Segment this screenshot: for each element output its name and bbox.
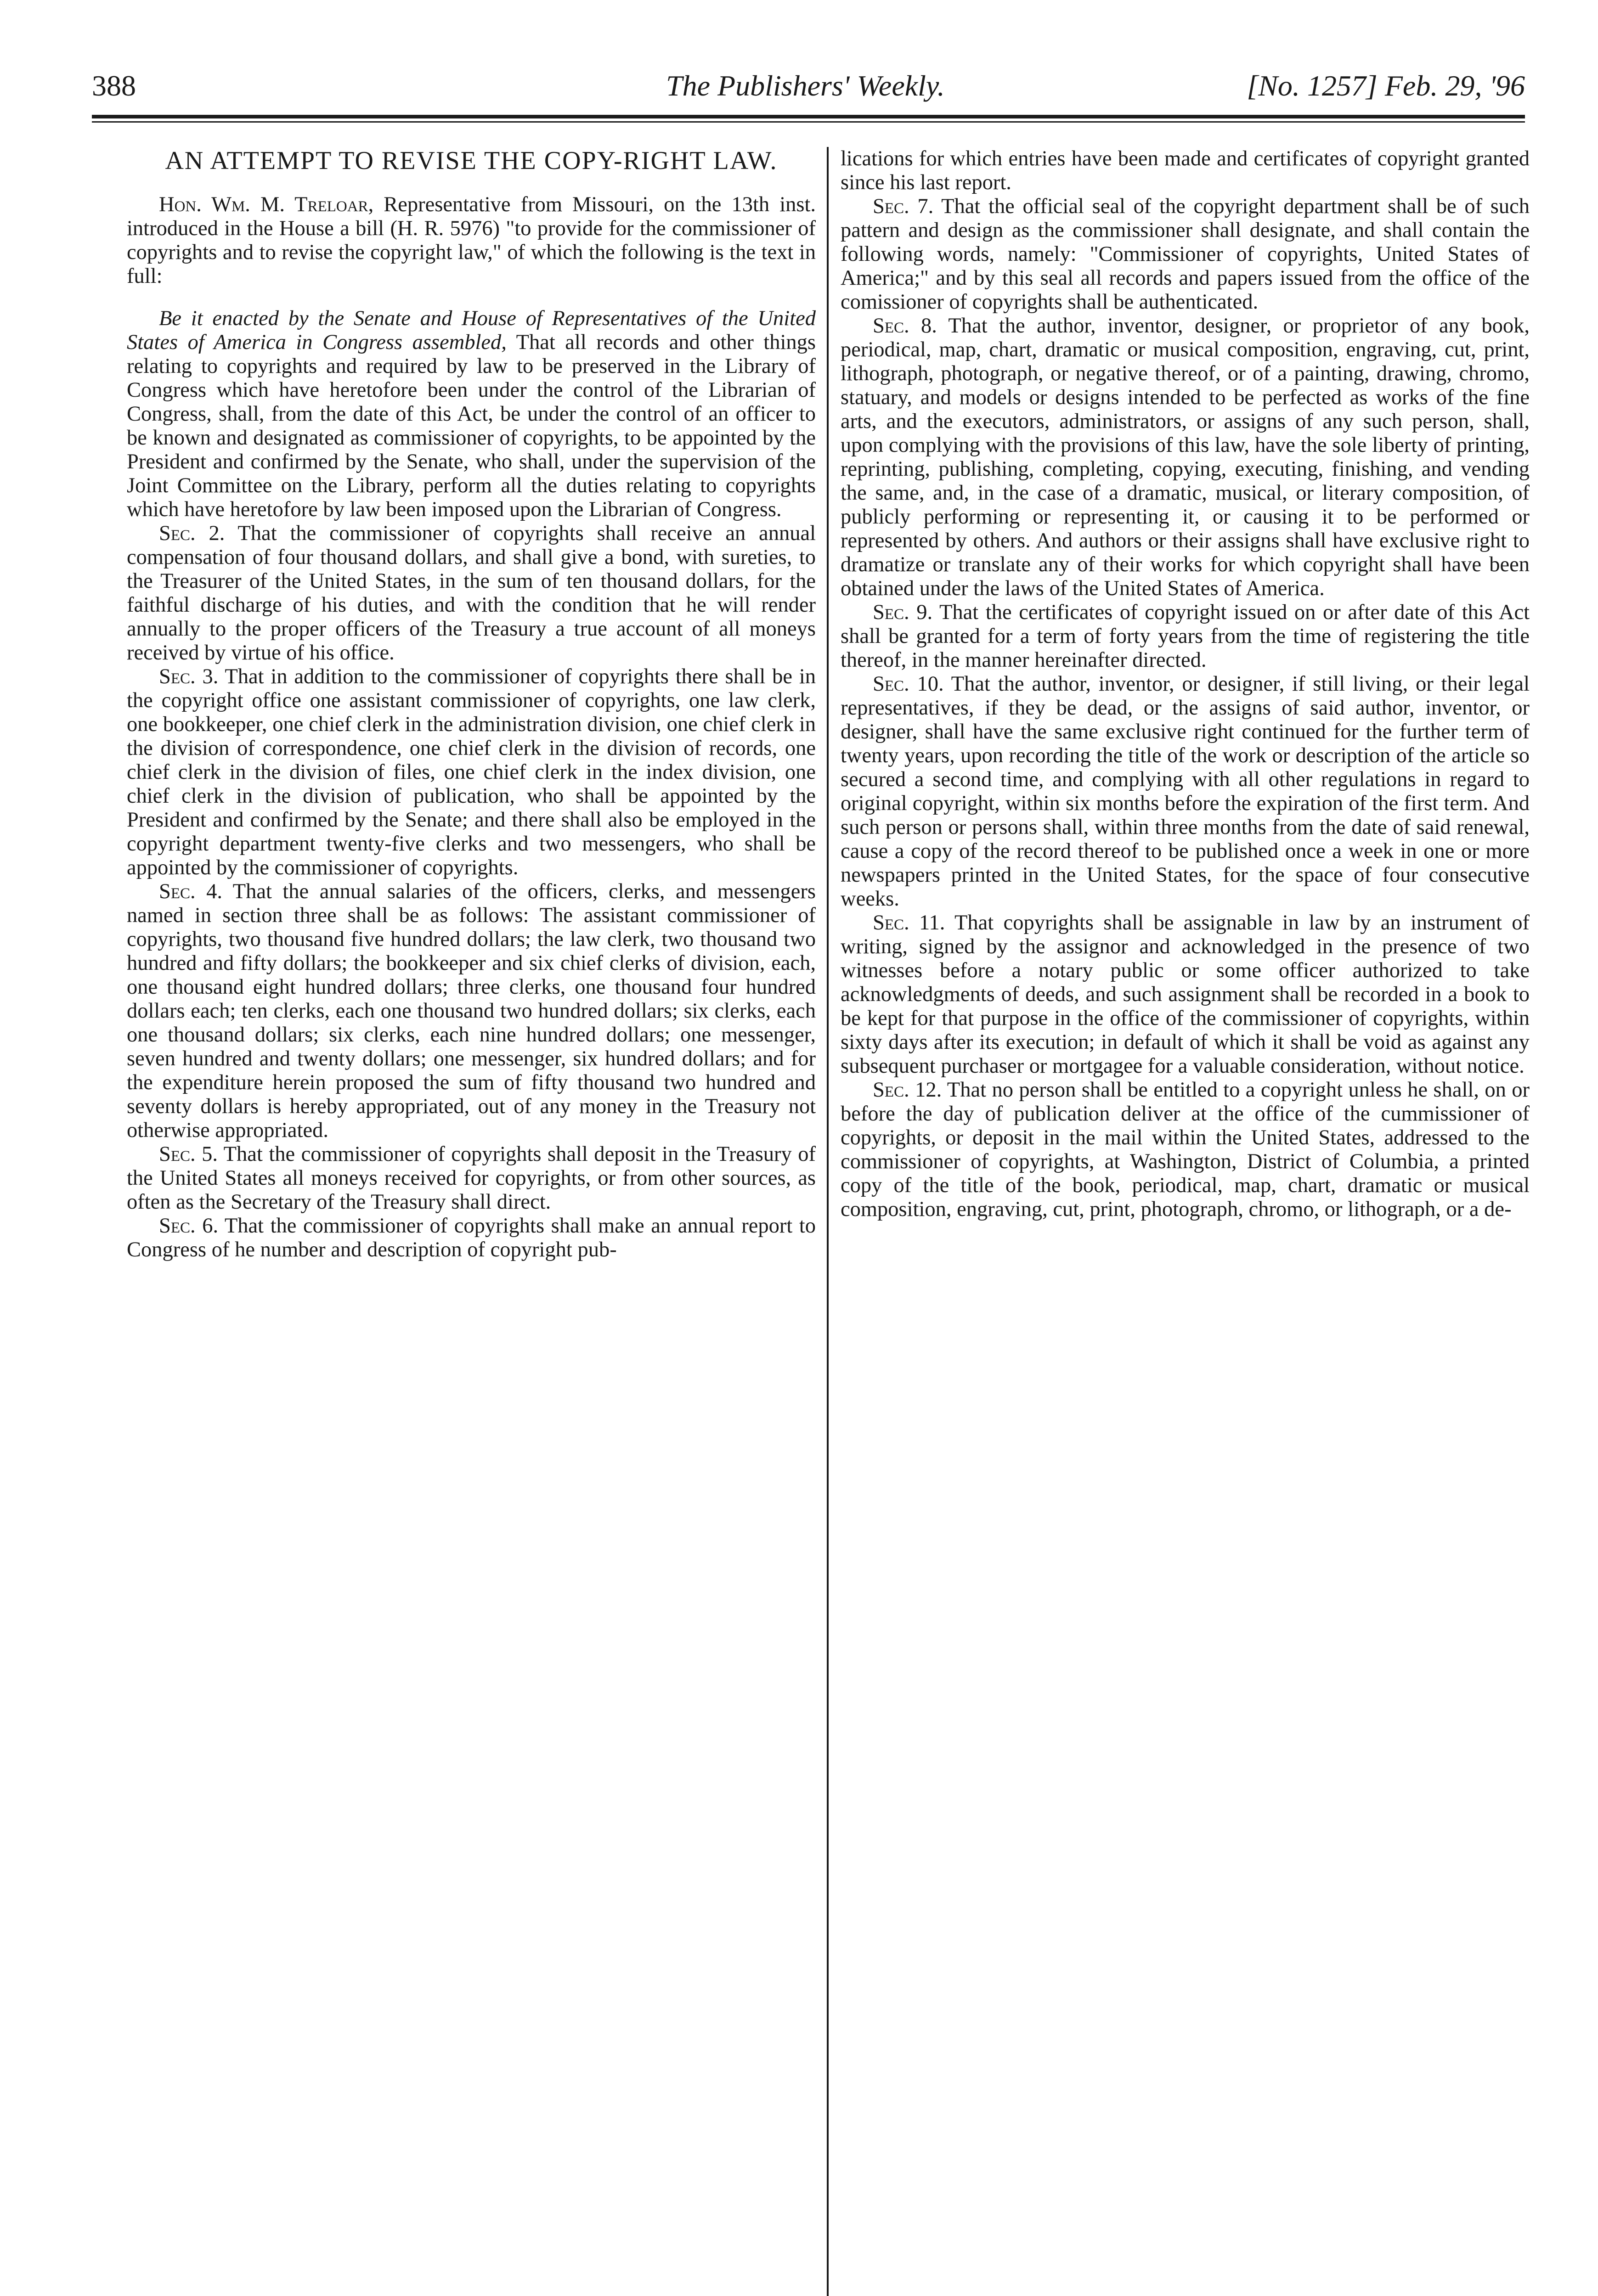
section-9-text: That the certificates of copyright issued on or after date of this Act shall be granted for a term of forty years from the time of registering the title thereof, in the manner hereinafter directed. [841, 601, 1530, 672]
section-3-text: That in addition to the commissioner of copyrights there shall be in the copyright office one assistant commissioner of copyrights, one law clerk, one bookkeeper, one chief clerk in the administration division, one chief clerk in the division of correspondence, one chief clerk in the division of records, one chief clerk in the division of files, one chief clerk in the index division, one chief clerk in the division of publication, who shall be appointed by the President and confirmed by the Senate; and there shall also be employed in the copyright department twenty-five clerks and two messengers, who shall be appointed by the commissioner of copyrights. [127, 665, 816, 879]
intro-paragraph [127, 193, 816, 288]
section-8-label: Sec. 8. [873, 314, 937, 338]
left-column [127, 147, 816, 1262]
section-5-label: Sec. 5. [159, 1142, 218, 1166]
intro-text: Representative from Missouri, on the 13th inst. introduced in the House a bill (H. R. 5976) "to provide for the commissioner of copyrights and to revise the copyright law," of which the following is the text in full: [127, 193, 816, 288]
section-12-text: That no person shall be entitled to a copyright unless he shall, on or before the day of publication deliver at the office of the cummissioner of copyrights, or deposit in the mail within the United States, addressed to the commissioner of copyrights, at Washington, District of Columbia, a printed copy of the title of the book, periodical, map, chart, dramatic or musical composition, engraving, cut, print, photograph, chromo, or lithograph, or a de- [841, 1078, 1530, 1221]
section-2 [127, 522, 816, 665]
section-4 [127, 880, 816, 1142]
section-7-text: That the official seal of the copyright department shall be of such pattern and design as the commissioner shall designate, and shall contain the following words, namely: "Commissioner of copyrights, United States of America;" and by this seal all records and papers issued from the office of the comissioner of copyrights shall be authenticated. [841, 195, 1530, 314]
section-12 [841, 1078, 1530, 1221]
section-7-label: Sec. 7. [873, 195, 934, 218]
issue-date: [No. 1257] Feb. 29, '96 [1247, 69, 1525, 102]
right-column [841, 147, 1530, 1221]
running-header [92, 69, 1525, 115]
section-11-label: Sec. 11. [873, 911, 945, 934]
section-8-text: That the author, inventor, designer, or proprietor of any book, periodical, map, chart, dramatic or musical composition, engraving, cut, print, lithograph, photograph, or negative thereof, or of a painting, drawing, chromo, statuary, and models or designs intended to be perfected as works of the fine arts, and the executors, administrators, or assigns of any such person, shall, upon complying with the provisions of this law, have the sole liberty of printing, reprinting, publishing, completing, copying, executing, finishing, and vending the same, and, in the case of a dramatic, musical, or literary composition, of publicly performing or representing it, or causing it to be performed or represented by others. And authors or their assigns shall have exclusive right to dramatize or translate any of their works for which copyright shall have been obtained under the laws of the United States of America. [841, 314, 1530, 600]
section-11 [841, 911, 1530, 1078]
section-9 [841, 601, 1530, 672]
section-10-label: Sec. 10. [873, 672, 944, 696]
section-12-label: Sec. 12. [873, 1078, 942, 1102]
section-4-label: Sec. 4. [159, 880, 223, 903]
section-11-text: That copyrights shall be assignable in law by an instrument of writing, signed by the assignor and acknowledged in the presence of two witnesses before a notary public or some officer authorized to take acknowledgments of deeds, and such assignment shall be recorded in a book to be kept for that purpose in the office of the commissioner of copyrights, within sixty days after its execution; in default of which it shall be void as against any subsequent purchaser or mortgagee for a valuable consideration, without notice. [841, 911, 1530, 1078]
section-8 [841, 314, 1530, 601]
section-6-text: That the commissioner of copyrights shall make an annual report to Congress of he number and description of copyright pub- [127, 1214, 816, 1261]
enacting-clause: Be it enacted by the Senate and House of Representatives of the United States of America in Congress assembled, [127, 307, 816, 354]
section-2-text: That the commissioner of copyrights shall receive an annual compensation of four thousand dollars, and shall give a bond, with sureties, to the Treasurer of the United States, in the sum of ten thousand dollars, for the faithful discharge of his duties, and with the condition that he will render annually to the proper officers of the Treasury a true account of all moneys received by virtue of his office. [127, 522, 816, 664]
section-3 [127, 665, 816, 880]
author-name: Hon. Wm. M. Treloar, [159, 193, 374, 216]
section-2-label: Sec. 2. [159, 522, 225, 545]
section-6-continued: lications for which entries have been made and certificates of copyright granted since his last report. [841, 147, 1530, 194]
header-rule-thick [92, 115, 1525, 118]
section-3-label: Sec. 3. [159, 665, 219, 688]
header-rule-thin [92, 121, 1525, 123]
section-10 [841, 672, 1530, 911]
publication-title: The Publishers' Weekly. [666, 69, 945, 102]
section-7 [841, 195, 1530, 314]
section-6 [127, 1214, 816, 1262]
page-number: 388 [92, 69, 136, 102]
section-1-text: That all records and other things relating to copyrights and required by law to be preserved in the Library of Congress which have heretofore been under the control of the Librarian of Congress, shall, from the date of this Act, be under the control of an officer to be known and designated as commissioner of copyrights, to be appointed by the President and confirmed by the Senate, who shall, under the supervision of the Joint Committee on the Library, perform all the duties relating to copyrights which have heretofore by law been imposed upon the Librarian of Congress. [127, 331, 816, 521]
section-1 [127, 307, 816, 522]
column-divider [827, 147, 829, 2296]
section-5 [127, 1142, 816, 1214]
section-5-text: That the commissioner of copyrights shall deposit in the Treasury of the United States all moneys received for copyrights, or from other sources, as often as the Secretary of the Treasury shall direct. [127, 1142, 816, 1214]
section-10-text: That the author, inventor, or designer, if still living, or their legal representatives, if they be dead, or the assigns of said author, inventor, or designer, shall have the same exclusive right continued for the further term of twenty years, upon recording the title of the work or description of the article so secured a second time, and complying with all other regulations in regard to original copyright, within six months before the expiration of the first term. And such person or persons shall, within three months from the date of said renewal, cause a copy of the record thereof to be published once a week in one or more newspapers printed in the United States, for the space of four consecutive weeks. [841, 672, 1530, 911]
section-9-label: Sec. 9. [873, 601, 933, 624]
article-headline: AN ATTEMPT TO REVISE THE COPY-RIGHT LAW. [165, 146, 778, 175]
section-6-label: Sec. 6. [159, 1214, 219, 1238]
section-4-text: That the annual salaries of the officers, clerks, and messengers named in section three shall be as follows: The assistant commissioner of copyrights, two thousand five hundred dollars; the law clerk, two thousand two hundred and fifty dollars; the bookkeeper and six chief clerks of division, each, one thousand eight hundred dollars; three clerks, one thousand four hundred dollars each; ten clerks, each one thousand two hundred dollars; six clerks, each one thousand dollars; six clerks, each nine hundred dollars; one messenger, seven hundred and twenty dollars; one messenger, six hundred dollars; and for the expenditure herein proposed the sum of fifty thousand two hundred and seventy dollars is hereby appropriated, out of any money in the Treasury not otherwise appropriated. [127, 880, 816, 1142]
